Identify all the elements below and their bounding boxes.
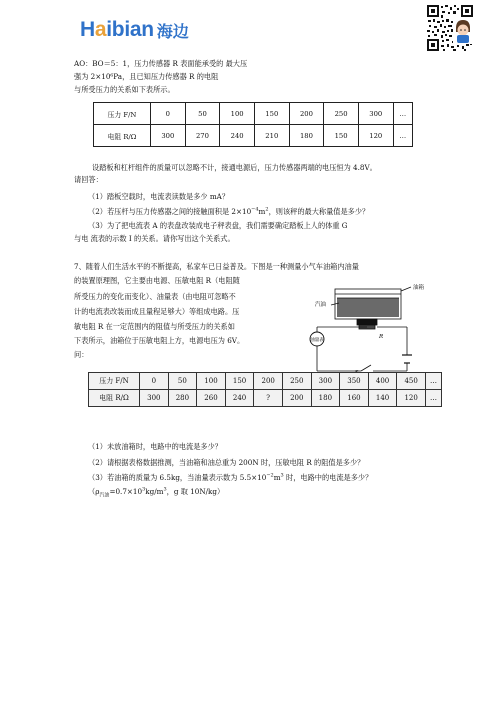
- table-cell: 50: [168, 373, 197, 390]
- table-cell: 200: [289, 103, 324, 125]
- p6-question-3b: 与电 流表的示数 I 的关系。请你写出这个关系式。: [74, 234, 235, 243]
- p6-question-3a: （3）为了把电流表 A 的表盘改装成电子秤表盘，我们需要确定踏板上人的体重 G: [88, 221, 348, 230]
- table-cell: 150: [254, 103, 289, 125]
- table-cell: 100: [197, 373, 226, 390]
- logo-text-en: Haibian: [80, 18, 154, 41]
- table-row: [94, 125, 413, 147]
- p7-question-3: （3）若油箱的质量为 6.5kg，当油量表示数为 $5.5\times 10^{-2}m^3$ 时，电路中的电流是多少？: [88, 472, 373, 482]
- p7-line1: 7、随着人们生活水平的不断提高，私家车已日益普及。下图是一种测量小气车油箱内油量: [74, 262, 359, 271]
- table-cell: 350: [340, 373, 369, 390]
- p7-question-1: （1）未放油箱时，电路中的电流是多少？: [88, 442, 222, 451]
- p6-pressure-resistance-table: [93, 102, 413, 147]
- table-cell: 400: [368, 373, 397, 390]
- p7-line7: 问：: [74, 350, 89, 359]
- diagram-label-resistor: R: [379, 334, 384, 340]
- table-cell: 300: [140, 390, 169, 407]
- table-cell: 300: [151, 125, 186, 147]
- table-cell: 450: [397, 373, 426, 390]
- table-cell: 210: [254, 125, 289, 147]
- p7-constants: （$\rho_{汽油}=0.7\times 10^3kg/m^3$，g 取 10N/kg）: [88, 486, 225, 499]
- table-cell: 100: [220, 103, 255, 125]
- table-cell: 270: [185, 125, 220, 147]
- p6-line3: 与所受压力的关系如下表所示。: [74, 85, 175, 94]
- p6-question-2: （2）若压杆与压力传感器之间的接触面积是 $2\times 10^{-4}m^2$，则该秤的最大称量值是多少？: [88, 206, 370, 216]
- table-cell: 120: [397, 390, 426, 407]
- table-cell: 0: [140, 373, 169, 390]
- table-cell: 250: [324, 103, 359, 125]
- p7-question-2: （2）请根据表格数据推测，当油箱和油总重为 200N 时，压敏电阻 R 的阻值是多少？: [88, 458, 365, 467]
- diagram-label-tank: 油箱: [413, 285, 425, 291]
- p6-line5: 请回答：: [74, 175, 103, 184]
- table-cell: 200: [282, 390, 311, 407]
- logo-text-zh: 海边: [156, 21, 189, 41]
- table-cell: 压力 F/N: [89, 373, 140, 390]
- p7-line5: 敏电阻 R 在一定范围内的阻值与所受压力的关系如: [74, 322, 235, 331]
- p6-line2: 强为 2×10⁶Pa，且已知压力传感器 R 的电阻: [74, 72, 219, 81]
- table-cell: 240: [220, 125, 255, 147]
- table-row: [94, 103, 413, 125]
- table-cell: 260: [197, 390, 226, 407]
- p7-line2: 的装置原理图，它主要由电源、压敏电阻 R（电阻随: [74, 276, 240, 285]
- table-cell: 180: [289, 125, 324, 147]
- table-cell: 150: [225, 373, 254, 390]
- p7-pressure-resistance-table: [88, 372, 442, 407]
- table-cell: …: [425, 390, 441, 407]
- table-row: [89, 390, 442, 407]
- table-cell: …: [425, 373, 441, 390]
- diagram-label-gauge: 油量表: [310, 338, 324, 343]
- table-cell: 50: [185, 103, 220, 125]
- table-cell: 240: [225, 390, 254, 407]
- diagram-label-oil: 汽油: [315, 302, 327, 308]
- table-cell: …: [393, 103, 412, 125]
- table-cell: 180: [311, 390, 340, 407]
- p6-line1: AO：BO＝5：1，压力传感器 R 表面能承受的 最大压: [74, 59, 248, 68]
- p7-line3: 所受压力的变化而变化）、油量表（由电阻可忽略不: [74, 292, 236, 301]
- table-cell: 120: [358, 125, 393, 147]
- table-cell: 300: [311, 373, 340, 390]
- table-cell: 0: [151, 103, 186, 125]
- table-cell: …: [393, 125, 412, 147]
- avatar-icon: [453, 18, 473, 44]
- haibian-logo: [80, 19, 189, 41]
- table-cell: 160: [340, 390, 369, 407]
- table-cell: 250: [282, 373, 311, 390]
- table-cell: 300: [358, 103, 393, 125]
- table-cell: 200: [254, 373, 283, 390]
- table-cell: 电阻 R/Ω: [94, 125, 151, 147]
- p6-question-1: （1）踏板空载时，电流表读数是多少 mA？: [88, 192, 230, 201]
- table-cell: 电阻 R/Ω: [89, 390, 140, 407]
- table-cell: 压力 F/N: [94, 103, 151, 125]
- p6-line4: 设踏板和杠杆组件的质量可以忽略不计，接通电源后，压力传感器两端的电压恒为 4.8V。: [92, 163, 377, 172]
- table-cell: 140: [368, 390, 397, 407]
- p7-line4: 计的电流表改装而成且量程足够大）等组成电路。压: [74, 307, 240, 316]
- table-cell: 280: [168, 390, 197, 407]
- table-row: [89, 373, 442, 390]
- table-cell: 150: [324, 125, 359, 147]
- fuel-gauge-circuit-diagram: [297, 283, 447, 375]
- table-cell: ?: [254, 390, 283, 407]
- p7-line6: 下表所示，油箱位于压敏电阻上方，电源电压为 6V。: [74, 336, 245, 345]
